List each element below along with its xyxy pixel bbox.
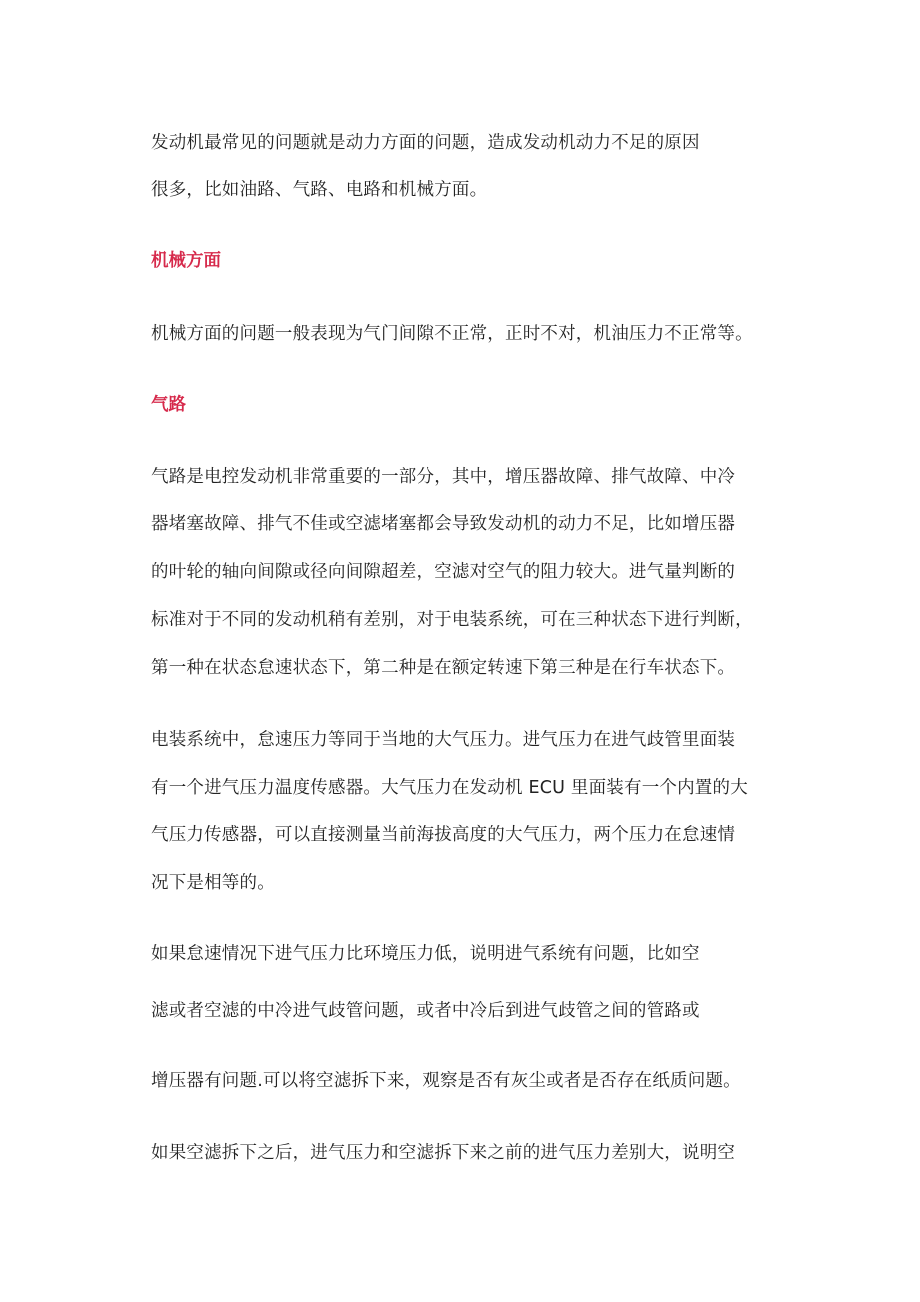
- air-para1-line-1: 气路是电控发动机非常重要的一部分，其中，增压器故障、排气故障、中冷: [151, 467, 736, 487]
- air-para3-line-2: 滤或者空滤的中冷进气歧管问题，或者中冷后到进气歧管之间的管路或: [151, 1001, 700, 1021]
- mechanical-line-1: 机械方面的问题一般表现为气门间隙不正常，正时不对，机油压力不正常等。: [151, 324, 753, 344]
- air-para2-line-4: 况下是相等的。: [151, 873, 275, 893]
- air-para1-line-3: 的叶轮的轴向间隙或径向间隙超差，空滤对空气的阻力较大。进气量判断的: [151, 562, 736, 582]
- intro-line-2: 很多，比如油路、气路、电路和机械方面。: [151, 180, 488, 200]
- heading-mechanical: 机械方面: [151, 251, 221, 271]
- air-para2-line-2: 有一个进气压力温度传感器。大气压力在发动机 ECU 里面装有一个内置的大: [151, 778, 748, 798]
- air-para1-line-2: 器堵塞故障、排气不佳或空滤堵塞都会导致发动机的动力不足，比如增压器: [151, 514, 736, 534]
- air-para3-line-1: 如果怠速情况下进气压力比环境压力低，说明进气系统有问题，比如空: [151, 944, 700, 964]
- air-para1-line-5: 第一种在状态怠速状态下，第二种是在额定转速下第三种是在行车状态下。: [151, 658, 736, 678]
- air-para1-line-4: 标准对于不同的发动机稍有差别，对于电装系统，可在三种状态下进行判断，: [151, 610, 753, 630]
- heading-air-path: 气路: [151, 395, 186, 415]
- intro-line-1: 发动机最常见的问题就是动力方面的问题，造成发动机动力不足的原因: [151, 133, 700, 153]
- air-para2-line-1: 电装系统中，怠速压力等同于当地的大气压力。进气压力在进气歧管里面装: [151, 730, 736, 750]
- air-para2-line-3: 气压力传感器，可以直接测量当前海拔高度的大气压力，两个压力在怠速情: [151, 825, 736, 845]
- air-para4-line-1: 如果空滤拆下之后，进气压力和空滤拆下来之前的进气压力差别大，说明空: [151, 1143, 736, 1163]
- air-para3-line-3: 增压器有问题.可以将空滤拆下来，观察是否有灰尘或者是否存在纸质问题。: [151, 1071, 741, 1091]
